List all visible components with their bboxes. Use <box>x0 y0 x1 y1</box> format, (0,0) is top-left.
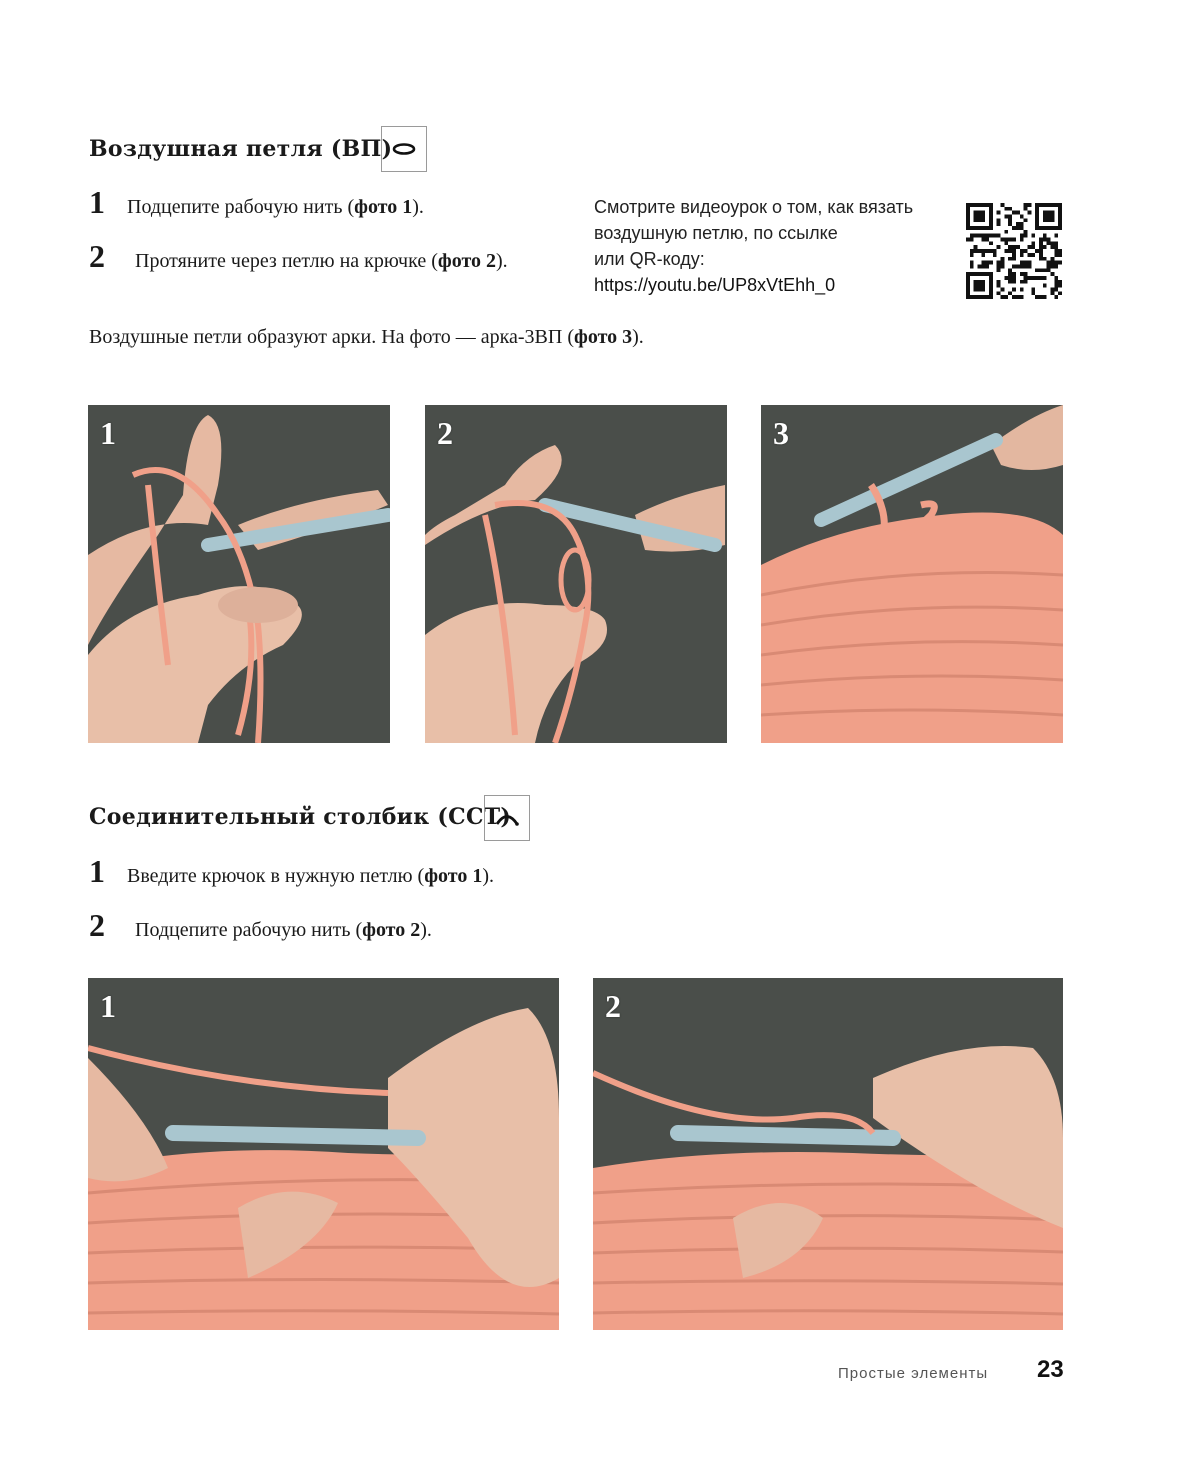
slip-stitch-arc-icon <box>494 809 520 827</box>
step-text: Подцепите рабочую нить (фото 1). <box>127 196 424 218</box>
photo-1-chain <box>88 405 390 743</box>
photo-label: 2 <box>605 988 621 1024</box>
photo-label: 2 <box>437 415 453 451</box>
photo-2-chain <box>425 405 727 743</box>
step-number: 2 <box>89 238 105 274</box>
video-note-line: воздушную петлю, по ссылке <box>594 223 838 243</box>
step-number: 2 <box>89 907 105 943</box>
step-2 <box>89 907 432 944</box>
step-number: 1 <box>89 853 105 889</box>
photo-label: 1 <box>100 415 116 451</box>
video-note <box>594 194 913 298</box>
qr-code[interactable] <box>966 203 1062 304</box>
step-text: Протяните через петлю на крючке (фото 2). <box>135 250 508 272</box>
step-1 <box>89 184 424 221</box>
step-text: Подцепите рабочую нить (фото 2). <box>135 919 432 941</box>
chain-stitch-oval-icon <box>391 142 417 156</box>
slip-stitch-symbol <box>484 795 530 841</box>
photo-1-slip-stitch <box>88 978 559 1330</box>
footer-section-name: Простые элементы <box>838 1365 989 1382</box>
photo-3-arch <box>761 405 1063 743</box>
step-number: 1 <box>89 184 105 220</box>
step-1 <box>89 853 494 890</box>
step-text: Введите крючок в нужную петлю (фото 1). <box>127 865 495 887</box>
section-title-chain-stitch: Воздушная петля (ВП) <box>89 136 393 162</box>
chain-stitch-symbol <box>381 126 427 172</box>
page-number: 23 <box>1037 1356 1064 1383</box>
video-note-line: Смотрите видеоурок о том, как вязать <box>594 197 914 217</box>
video-note-line: или QR-коду: <box>594 249 705 269</box>
video-link[interactable]: https://youtu.be/UP8xVtEhh_0 <box>594 275 836 295</box>
step-2 <box>89 238 508 275</box>
photo-label: 1 <box>100 988 116 1024</box>
photo-2-slip-stitch <box>593 978 1063 1330</box>
section-title-slip-stitch: Соединительный столбик (ССТ) <box>89 804 512 830</box>
photo-label: 3 <box>773 415 789 451</box>
qr-code-icon <box>966 203 1062 299</box>
arch-note: Воздушные петли образуют арки. На фото — арка-3ВП (фото 3). <box>89 326 644 348</box>
